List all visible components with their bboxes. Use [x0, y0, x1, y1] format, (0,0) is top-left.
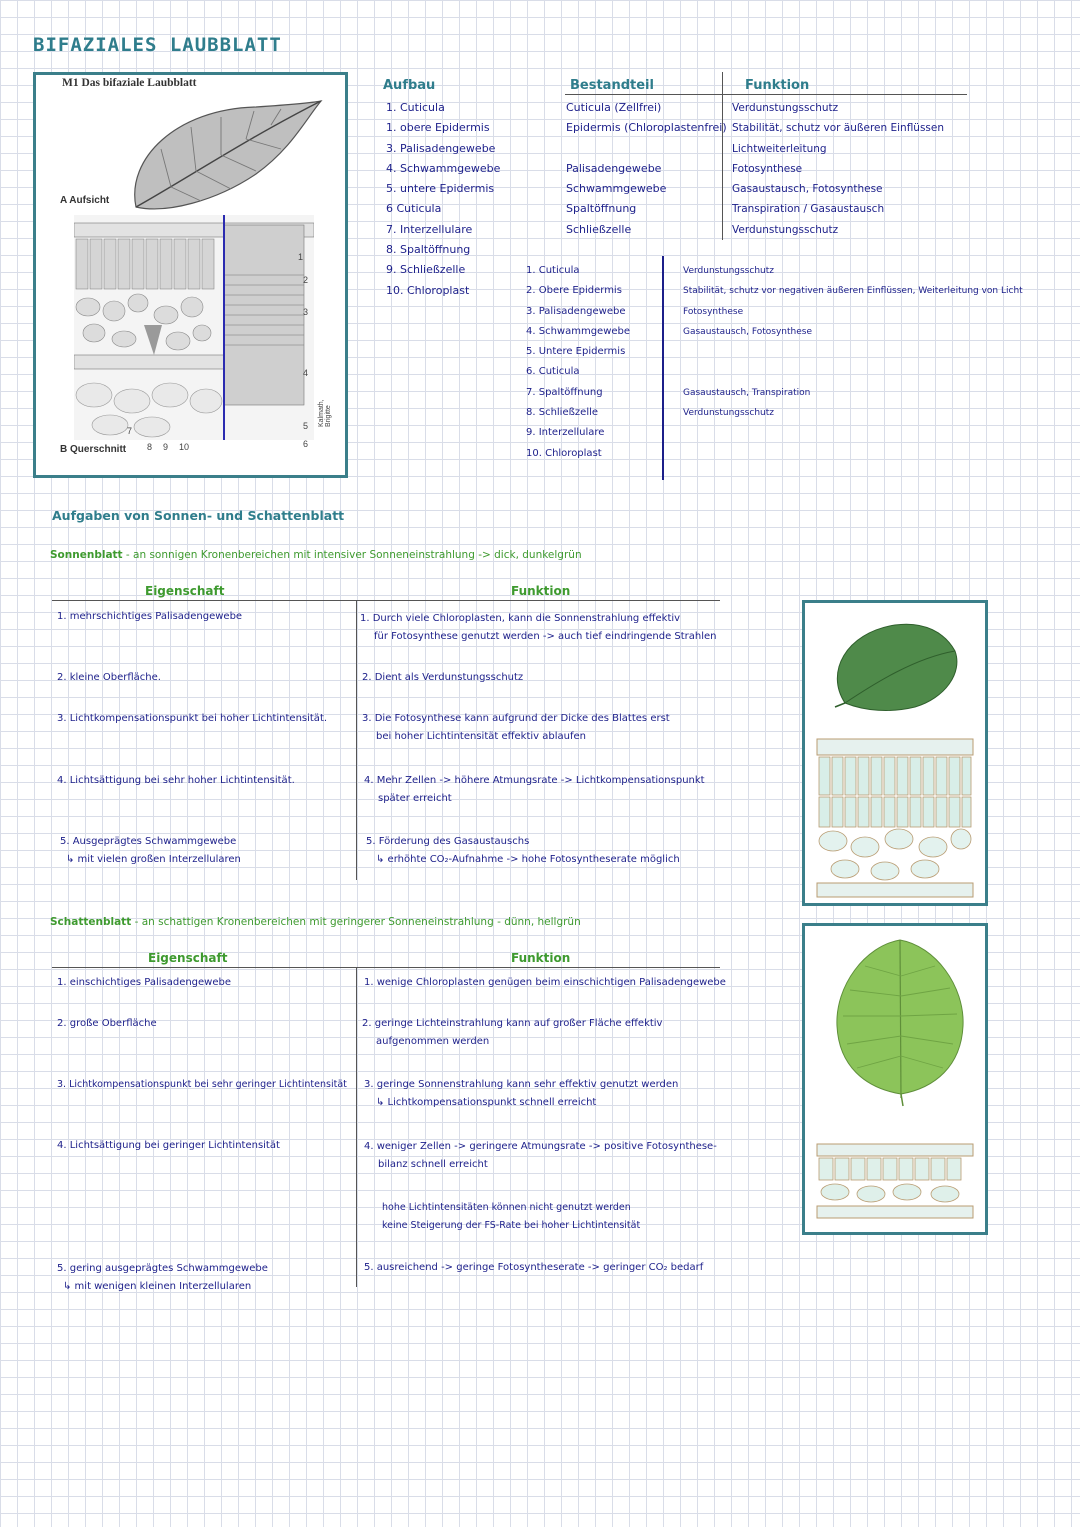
table-row	[57, 1137, 280, 1155]
funktion-cell: 3. geringe Sonnenstrahlung kann sehr effektiv genutzt werden	[364, 1079, 679, 1090]
schattenblatt-head-funktion: Funktion	[511, 951, 571, 965]
list-item: 6 Cuticula	[386, 202, 442, 216]
eigenschaft-cell: 4. Lichtsättigung bei sehr hoher Lichtintensität.	[57, 775, 295, 786]
table1-bestandteil-column	[566, 98, 727, 240]
funktion-cell: bilanz schnell erreicht	[378, 1159, 488, 1170]
table-cell: Schwammgewebe	[566, 182, 667, 196]
table-cell: Spaltöffnung	[566, 202, 637, 216]
table1-head-bestandteil: Bestandteil	[570, 78, 654, 93]
schattenblatt-desc: - an schattigen Kronenbereichen mit geringerer Sonneneinstrahlung - dünn, hellgrün	[131, 916, 581, 928]
table2-column-rule	[662, 256, 664, 480]
shade-leaf-image	[802, 923, 988, 1235]
sonnenblatt-subtitle	[50, 549, 582, 561]
table-row	[366, 833, 680, 869]
eigenschaft-cell: ↳ mit wenigen kleinen Interzellularen	[63, 1281, 252, 1292]
figure-number-1: 1	[298, 252, 304, 262]
table2-items-column	[526, 261, 630, 464]
sonnenblatt-column-rule	[356, 600, 357, 880]
table-cell: Transpiration / Gasaustausch	[732, 203, 885, 216]
table-cell: Fotosynthese	[683, 306, 744, 317]
table-cell: 8. Schließzelle	[526, 407, 599, 419]
table-cell	[566, 139, 727, 159]
table-row	[57, 608, 242, 626]
figure-number-6: 6	[303, 439, 309, 449]
eigenschaft-cell: 5. Ausgeprägtes Schwammgewebe	[60, 836, 237, 847]
funktion-cell: keine Steigerung der FS-Rate bei hoher Lichtintensität	[382, 1220, 641, 1231]
figure-number-2: 2	[303, 275, 309, 285]
table-cell: 6. Cuticula	[526, 366, 580, 378]
table-row	[57, 974, 231, 992]
leaf-top-view-illustration	[116, 89, 326, 219]
table2-funktion-column	[683, 261, 1068, 423]
table-row	[57, 772, 295, 790]
table1-funktion-column	[732, 98, 944, 240]
table-cell: Verdunstungsschutz	[683, 266, 774, 276]
figure-number-9: 9	[163, 442, 169, 452]
table-row	[362, 669, 523, 687]
eigenschaft-cell: ↳ mit vielen großen Interzellularen	[66, 854, 241, 865]
sonnenblatt-header-rule	[52, 600, 720, 601]
figure-number-4: 4	[303, 368, 309, 378]
list-item: 3. Palisadengewebe	[386, 141, 496, 155]
table-row	[57, 1015, 157, 1033]
figure-caption: M1 Das bifaziale Laubblatt	[62, 77, 197, 89]
table-cell: Fotosynthese	[732, 162, 803, 175]
table-row	[57, 669, 161, 687]
funktion-cell: 2. Dient als Verdunstungsschutz	[362, 672, 524, 683]
funktion-cell: bei hoher Lichtintensität effektiv ablaufen	[376, 731, 586, 742]
list-item: 1. obere Epidermis	[386, 121, 490, 135]
sonnenblatt-head-eigenschaft: Eigenschaft	[145, 584, 225, 598]
eigenschaft-cell: 3. Lichtkompensationspunkt bei hoher Lichtintensität.	[57, 713, 328, 724]
table-cell	[683, 342, 1068, 362]
schattenblatt-header-rule	[52, 967, 720, 968]
figure-number-5: 5	[303, 421, 309, 431]
funktion-cell: 5. ausreichend -> geringe Fotosyntheserate -> geringer CO₂ bedarf	[364, 1262, 704, 1273]
table-row	[57, 1076, 347, 1094]
label-aufsicht: A Aufsicht	[60, 195, 110, 206]
table-cell: Gasaustausch, Fotosynthese	[732, 183, 883, 196]
aufbau-heading: Aufbau	[383, 78, 436, 93]
table-cell: 2. Obere Epidermis	[526, 285, 622, 297]
funktion-cell: 4. weniger Zellen -> geringere Atmungsrate -> positive Fotosynthese-	[364, 1141, 717, 1152]
figure-number-10: 10	[179, 442, 190, 452]
shade-leaf-illustration	[805, 926, 985, 1232]
table-cell: Gasaustausch, Transpiration	[683, 387, 811, 398]
table-cell: 9. Interzellulare	[526, 427, 605, 439]
table-cell: 4. Schwammgewebe	[526, 325, 631, 337]
list-item: 7. Interzellulare	[386, 222, 473, 236]
figure-credit: Kalmath, Brigitte	[318, 399, 332, 427]
eigenschaft-cell: 2. große Oberfläche	[57, 1018, 157, 1029]
eigenschaft-cell: 1. einschichtiges Palisadengewebe	[57, 977, 232, 988]
figure-number-3: 3	[303, 307, 309, 317]
table1-head-funktion: Funktion	[745, 78, 810, 93]
table-cell: 10. Chloroplast	[526, 447, 602, 459]
table-cell: 5. Untere Epidermis	[526, 346, 626, 358]
table-cell	[683, 362, 1068, 382]
eigenschaft-cell: 1. mehrschichtiges Palisadengewebe	[57, 611, 243, 622]
table-row	[360, 610, 717, 646]
table-row	[382, 1199, 640, 1235]
table-cell: Verdunstungsschutz	[732, 102, 839, 114]
table-row	[362, 1015, 662, 1051]
table-cell: Stabilität, schutz vor negativen äußeren Einflüssen, Weiterleitung von Licht	[683, 286, 1023, 297]
sonnenblatt-desc: - an sonnigen Kronenbereichen mit intensiver Sonneneinstrahlung -> dick, dunkelgrün	[122, 549, 582, 561]
table-cell: Verdunstungsschutz	[732, 223, 839, 236]
sonnenblatt-label: Sonnenblatt	[50, 549, 123, 561]
page-title: BIFAZIALES LAUBBLATT	[33, 34, 282, 56]
table-row	[364, 772, 705, 808]
funktion-cell: ↳ erhöhte CO₂-Aufnahme -> hohe Fotosyntheserate möglich	[376, 854, 680, 865]
eigenschaft-cell: 3. Lichtkompensationspunkt bei sehr geringer Lichtintensität	[57, 1079, 347, 1090]
list-item: 5. untere Epidermis	[386, 182, 495, 196]
schattenblatt-head-eigenschaft: Eigenschaft	[148, 951, 228, 965]
table-cell: 7. Spaltöffnung	[526, 386, 603, 398]
schattenblatt-label: Schattenblatt	[50, 916, 132, 928]
schattenblatt-subtitle	[50, 916, 581, 928]
schattenblatt-column-rule	[356, 967, 357, 1287]
funktion-cell: 1. Durch viele Chloroplasten, kann die Sonnenstrahlung effektiv	[360, 613, 681, 624]
figure-number-7: 7	[127, 426, 133, 436]
table-cell: Gasaustausch, Fotosynthese	[683, 326, 813, 337]
sun-leaf-image	[802, 600, 988, 906]
section-heading: Aufgaben von Sonnen- und Schattenblatt	[52, 508, 345, 523]
list-item: 8. Spaltöffnung	[386, 243, 471, 257]
table-cell: Lichtweiterleitung	[732, 142, 827, 155]
list-item: 1. Cuticula	[386, 101, 445, 114]
funktion-cell: 1. wenige Chloroplasten genügen beim einschichtigen Palisadengewebe	[364, 977, 726, 988]
table-row	[364, 974, 726, 992]
funktion-cell: 5. Förderung des Gasaustauschs	[366, 836, 530, 847]
list-item: 4. Schwammgewebe	[386, 161, 501, 175]
funktion-cell: 3. Die Fotosynthese kann aufgrund der Dicke des Blattes erst	[362, 713, 670, 724]
figure-bifacial-leaf	[33, 72, 348, 478]
eigenschaft-cell: 5. gering ausgeprägtes Schwammgewebe	[57, 1263, 268, 1274]
sun-leaf-illustration	[805, 603, 985, 903]
eigenschaft-cell: 2. kleine Oberfläche.	[57, 672, 161, 683]
table-cell: 1. Cuticula	[526, 265, 580, 276]
table-row	[364, 1259, 703, 1277]
figure-number-8: 8	[147, 442, 153, 452]
table-row	[57, 710, 327, 728]
funktion-cell: ↳ Lichtkompensationspunkt schnell erreicht	[376, 1097, 597, 1108]
label-querschnitt: B Querschnitt	[60, 444, 127, 455]
funktion-cell: 2. geringe Lichteinstrahlung kann auf großer Fläche effektiv	[362, 1018, 663, 1029]
funktion-cell: für Fotosynthese genutzt werden -> auch tief eindringende Strahlen	[374, 631, 717, 642]
table-row	[364, 1076, 678, 1112]
leaf-cross-section-illustration	[74, 215, 314, 440]
list-item: 10. Chloroplast	[386, 283, 470, 297]
sonnenblatt-head-funktion: Funktion	[511, 584, 571, 598]
funktion-cell: 4. Mehr Zellen -> höhere Atmungsrate -> Lichtkompensationspunkt	[364, 775, 705, 786]
list-item: 9. Schließzelle	[386, 263, 466, 277]
table-cell: Verdunstungsschutz	[683, 408, 774, 419]
table-cell: Palisadengewebe	[566, 161, 662, 175]
table1-header-rule	[565, 94, 967, 95]
funktion-cell: später erreicht	[378, 793, 452, 804]
eigenschaft-cell: 4. Lichtsättigung bei geringer Lichtintensität	[57, 1140, 280, 1151]
table-cell: Stabilität, schutz vor äußeren Einflüssen	[732, 122, 945, 135]
table-row	[57, 1260, 268, 1296]
aufbau-list	[386, 98, 500, 301]
table-row	[362, 710, 670, 746]
table-cell: 3. Palisadengewebe	[526, 305, 626, 317]
table-cell: Cuticula (Zellfrei)	[566, 101, 662, 114]
funktion-cell: hohe Lichtintensitäten können nicht genutzt werden	[382, 1202, 631, 1213]
table-cell: Epidermis (Chloroplastenfrei)	[566, 121, 727, 135]
table-row	[364, 1138, 717, 1174]
funktion-cell: aufgenommen werden	[376, 1036, 490, 1047]
table-row	[60, 833, 241, 869]
table-cell: Schließzelle	[566, 222, 632, 236]
